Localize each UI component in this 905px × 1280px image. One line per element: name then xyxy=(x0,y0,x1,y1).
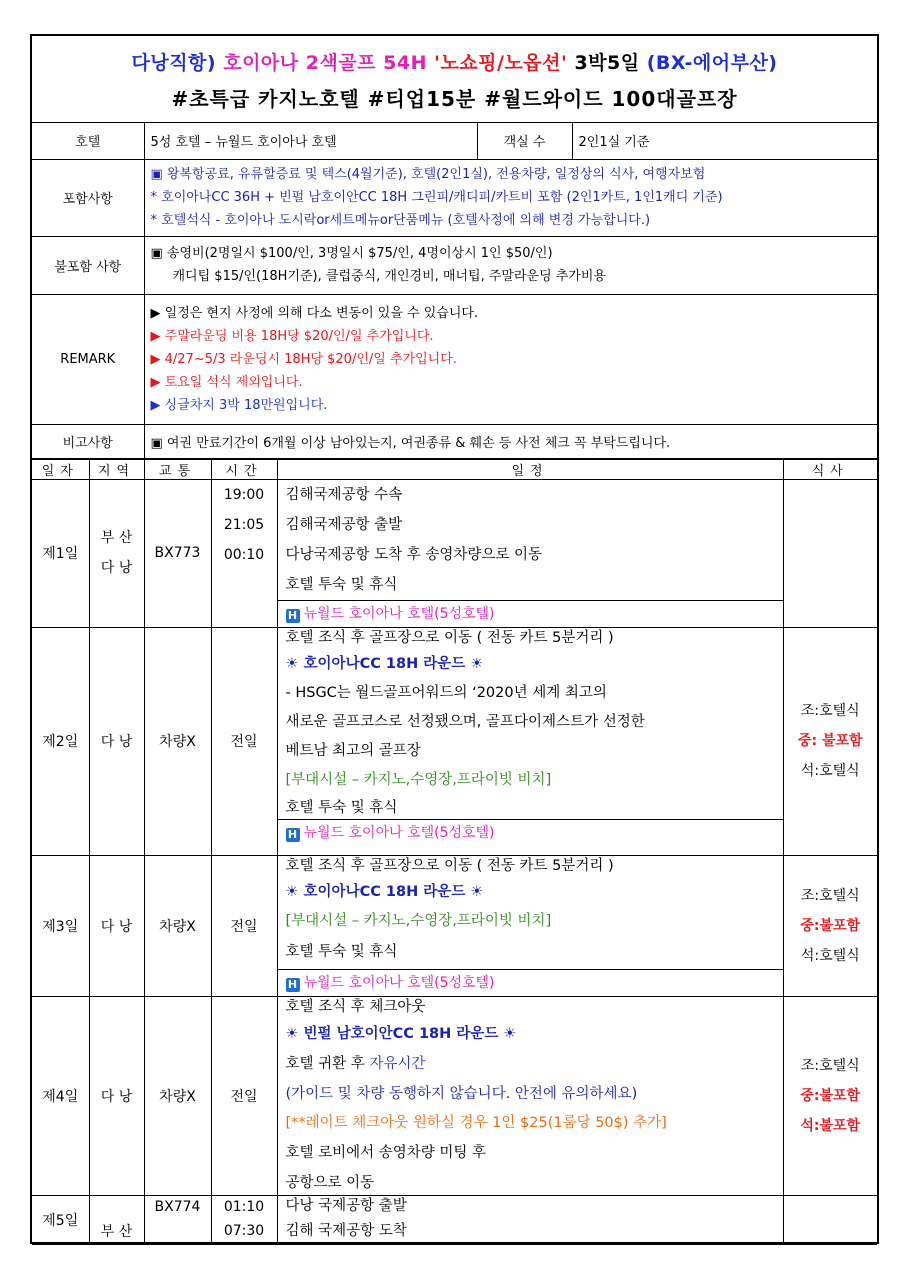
itinerary-line: 호텔 조식 후 골프장으로 이동 ( 전동 카트 5분거리 ) xyxy=(285,857,614,874)
time-value: 00:10 xyxy=(223,546,265,563)
late-checkout-notice: [**레이트 체크아웃 원하실 경우 1인 $25(1룸당 50$) 추가] xyxy=(285,1114,667,1131)
day-4-itinerary xyxy=(277,996,783,1195)
day-1-region xyxy=(89,479,144,627)
include-label: 포함사항 xyxy=(32,159,144,236)
facility-line: [부대시설 – 카지노,수영장,프라이빗 비치] xyxy=(285,771,552,788)
day-5-region: 부 산 xyxy=(89,1195,144,1244)
day-1-label: 제1일 xyxy=(32,479,89,627)
remark-line: ▶ 주말라운딩 비용 18H당 $20/인/일 추가입니다. xyxy=(150,328,434,344)
meal-dinner: 석:호텔식 xyxy=(800,947,860,964)
exclude-cell xyxy=(144,236,877,294)
itinerary-line: 다낭국제공항 도착 후 송영차량으로 이동 xyxy=(285,546,543,563)
hotel-name: 뉴월드 호이아나 호텔(5성호텔) xyxy=(303,605,495,622)
title-noshopping: '노쇼핑/노옵션' xyxy=(434,52,568,74)
day-3-meal xyxy=(783,855,877,996)
itinerary-line: 호텔 조식 후 골프장으로 이동 ( 전동 카트 5분거리 ) xyxy=(285,629,614,646)
room-label: 객실 수 xyxy=(477,123,572,159)
day-3-time: 전일 xyxy=(211,855,277,996)
region-busan: 부 산 xyxy=(100,530,133,546)
facility-line: [부대시설 – 카지노,수영장,프라이빗 비치] xyxy=(285,912,552,929)
day-4-region: 다 낭 xyxy=(89,996,144,1195)
hotel-line xyxy=(278,600,783,627)
day-3-transport: 차량X xyxy=(144,855,211,996)
day-2-row xyxy=(32,627,877,855)
hotel-name: 뉴월드 호이아나 호텔(5성호텔) xyxy=(303,974,495,991)
header-region: 지역 xyxy=(89,459,144,479)
hotel-line xyxy=(278,969,783,996)
day-4-transport: 차량X xyxy=(144,996,211,1195)
meal-lunch: 중: 불포함 xyxy=(797,733,863,749)
day-2-meal xyxy=(783,627,877,855)
hotel-value: 5성 호텔 – 뉴월드 호이아나 호텔 xyxy=(144,123,477,159)
day-1-times xyxy=(211,479,277,627)
title-duration: 3박5일 xyxy=(574,52,640,74)
free-time: 자유시간 xyxy=(369,1055,426,1072)
include-line: * 호이아나CC 36H + 빈펄 남호이안CC 18H 그린피/캐디피/카트비 포함 (2인1카트, 1인1캐디 기준) xyxy=(150,190,723,205)
day-5-row xyxy=(32,1195,877,1244)
header-date: 일자 xyxy=(32,459,89,479)
header-time: 시간 xyxy=(211,459,277,479)
day-4-meal xyxy=(783,996,877,1195)
day-2-label: 제2일 xyxy=(32,627,89,855)
hotel-icon: H xyxy=(286,978,300,992)
header-meal: 식사 xyxy=(783,459,877,479)
day-3-row xyxy=(32,855,877,996)
hotel-label: 호텔 xyxy=(32,123,144,159)
day-2-transport: 차량X xyxy=(144,627,211,855)
exclude-line: 캐디팁 $15/인(18H기준), 클럽중식, 개인경비, 매너팁, 주말라운딩 추가비용 xyxy=(172,269,606,284)
room-value: 2인1실 기준 xyxy=(572,123,877,159)
hotel-line xyxy=(278,819,783,846)
itinerary-line xyxy=(278,1049,783,1079)
return-text: 호텔 귀환 후 xyxy=(285,1055,370,1072)
day-1-itinerary xyxy=(277,479,783,627)
day-1-row xyxy=(32,479,877,627)
title-route: 다낭직항) xyxy=(131,52,217,74)
itinerary-line: 김해국제공항 출발 xyxy=(285,516,403,533)
day-4-row xyxy=(32,996,877,1195)
itinerary-document xyxy=(30,34,879,1244)
note-value: ▣ 여권 만료기간이 6개월 이상 남아있는지, 여권종류 & 훼손 등 사전 체크 꼭 부탁드립니다. xyxy=(144,424,877,458)
day-5-label: 제5일 xyxy=(32,1195,89,1244)
header-transport: 교통 xyxy=(144,459,211,479)
hotel-icon: H xyxy=(286,828,300,842)
itinerary-line: 공항으로 이동 xyxy=(285,1174,375,1191)
header-itinerary: 일정 xyxy=(277,459,783,479)
time-value: 07:30 xyxy=(223,1222,265,1239)
meal-breakfast: 조:호텔식 xyxy=(800,887,860,904)
day-2-time: 전일 xyxy=(211,627,277,855)
itinerary-line: 호텔 투숙 및 휴식 xyxy=(285,799,398,816)
description-line: 베트남 최고의 골프장 xyxy=(285,742,421,759)
meal-breakfast: 조:호텔식 xyxy=(800,703,860,719)
schedule-table xyxy=(32,459,877,1245)
title-golf: 호이아나 2색골프 54H xyxy=(223,52,427,74)
time-value: 19:00 xyxy=(223,486,265,503)
exclude-line: ▣ 송영비(2명일시 $100/인, 3명일시 $75/인, 4명이상시 1인 $50/인) xyxy=(150,246,553,261)
meal-breakfast: 조:호텔식 xyxy=(800,1057,860,1074)
note-label: 비고사항 xyxy=(32,424,144,458)
description-line: 새로운 골프코스로 선정됐으며, 골프다이제스트가 선정한 xyxy=(285,713,645,730)
itinerary-line: 김해국제공항 수속 xyxy=(285,486,403,503)
include-line: * 호텔석식 - 호이아나 도시락or세트메뉴or단품메뉴 (호텔사정에 의해 변경 가능합니다.) xyxy=(150,213,651,228)
day-3-itinerary xyxy=(277,855,783,996)
title-airline: (BX-에어부산) xyxy=(646,52,778,74)
meal-lunch: 중:불포함 xyxy=(800,917,861,934)
day-3-region: 다 낭 xyxy=(89,855,144,996)
itinerary-line: 다낭 국제공항 출발 xyxy=(285,1197,407,1214)
itinerary-line: 김해 국제공항 도착 xyxy=(285,1222,407,1239)
itinerary-line: 호텔 투숙 및 휴식 xyxy=(285,943,398,960)
day-1-transport: BX773 xyxy=(144,479,211,627)
meal-dinner: 석:호텔식 xyxy=(800,763,860,779)
info-table xyxy=(32,123,877,459)
day-1-meal xyxy=(783,479,877,627)
itinerary-line: 호텔 조식 후 체크아웃 xyxy=(285,998,426,1015)
include-cell xyxy=(144,159,877,236)
exclude-label: 불포함 사항 xyxy=(32,236,144,294)
day-4-label: 제4일 xyxy=(32,996,89,1195)
title-line-1 xyxy=(32,36,877,75)
hotel-icon: H xyxy=(286,609,300,623)
description-line: - HSGC는 월드골프어워드의 ‘2020년 세계 최고의 xyxy=(285,684,607,701)
remark-label: REMARK xyxy=(32,294,144,424)
itinerary-line: 호텔 투숙 및 휴식 xyxy=(285,576,398,593)
day-5-times xyxy=(211,1195,277,1244)
day-3-label: 제3일 xyxy=(32,855,89,996)
day-2-region: 다 낭 xyxy=(89,627,144,855)
golf-round: ☀ 호이아나CC 18H 라운드 ☀ xyxy=(285,655,484,672)
remark-line: ▶ 일정은 현지 사정에 의해 다소 변동이 있을 수 있습니다. xyxy=(150,305,479,321)
schedule-header xyxy=(32,459,877,479)
region-danang: 다 낭 xyxy=(100,560,133,576)
itinerary-line: 호텔 로비에서 송영차량 미팅 후 xyxy=(285,1144,487,1161)
day-2-itinerary xyxy=(277,627,783,855)
remark-cell xyxy=(144,294,877,424)
title-block xyxy=(32,36,877,123)
day-5-meal xyxy=(783,1195,877,1244)
meal-dinner: 석:불포함 xyxy=(800,1117,861,1134)
remark-line: ▶ 토요일 석식 제외입니다. xyxy=(150,374,303,390)
hotel-name: 뉴월드 호이아나 호텔(5성호텔) xyxy=(303,824,495,841)
time-value: 01:10 xyxy=(223,1198,265,1215)
day-5-transport: BX774 xyxy=(144,1195,211,1244)
remark-line: ▶ 싱글차지 3박 18만원입니다. xyxy=(150,397,328,413)
day-5-itinerary xyxy=(277,1195,783,1244)
include-line: ▣ 왕복항공료, 유류할증료 및 텍스(4월기준), 호텔(2인1실), 전용차량, 일정상의 식사, 여행자보험 xyxy=(150,167,706,182)
day-4-time: 전일 xyxy=(211,996,277,1195)
remark-line: ▶ 4/27~5/3 라운딩시 18H당 $20/인/일 추가입니다. xyxy=(150,351,457,367)
golf-round: ☀ 호이아나CC 18H 라운드 ☀ xyxy=(285,883,484,900)
title-line-2: #초특급 카지노호텔 #티업15분 #월드와이드 100대골프장 xyxy=(171,87,738,111)
guide-notice: (가이드 및 차량 동행하지 않습니다. 안전에 유의하세요) xyxy=(285,1085,638,1102)
meal-lunch: 중:불포함 xyxy=(800,1087,861,1104)
golf-round: ☀ 빈펄 남호이안CC 18H 라운드 ☀ xyxy=(285,1025,517,1042)
time-value: 21:05 xyxy=(223,516,265,533)
